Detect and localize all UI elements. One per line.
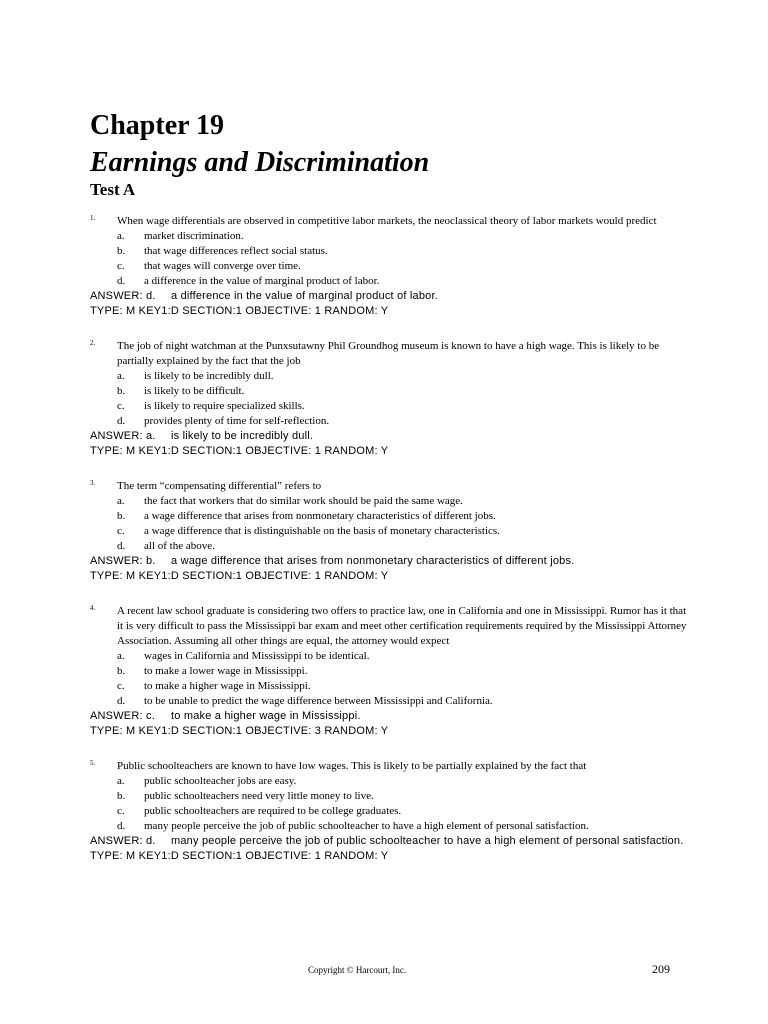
- option-b: b. a wage difference that arises from nonmonetary characteristics of different jobs.: [117, 510, 496, 522]
- option-b: b. to make a lower wage in Mississippi.: [117, 665, 308, 677]
- test-label: Test A: [90, 180, 136, 199]
- question-number: 3.: [90, 479, 96, 487]
- answer-line: ANSWER: a. is likely to be incredibly dull.: [90, 430, 314, 442]
- question-3: [90, 479, 690, 584]
- option-a: a. market discrimination.: [117, 230, 244, 242]
- option-b: b. public schoolteachers need very little money to live.: [117, 790, 374, 802]
- option-list: [90, 774, 690, 834]
- option-d: d. to be unable to predict the wage difference between Mississippi and California.: [117, 695, 493, 707]
- question-meta: TYPE: M KEY1:D SECTION:1 OBJECTIVE: 1 RANDOM: Y: [90, 305, 389, 317]
- chapter-number: Chapter 19: [90, 110, 225, 141]
- question-text: The term “compensating differential” refers to: [117, 480, 322, 492]
- question-meta: TYPE: M KEY1:D SECTION:1 OBJECTIVE: 3 RANDOM: Y: [90, 725, 389, 737]
- question-number: 1.: [90, 214, 96, 222]
- option-b: b. is likely to be difficult.: [117, 385, 245, 397]
- question-meta: TYPE: M KEY1:D SECTION:1 OBJECTIVE: 1 RANDOM: Y: [90, 570, 389, 582]
- option-a: a. is likely to be incredibly dull.: [117, 370, 274, 382]
- chapter-title: Earnings and Discrimination: [90, 147, 430, 178]
- option-c: c. that wages will converge over time.: [117, 260, 301, 272]
- option-d: d. a difference in the value of marginal product of labor.: [117, 275, 380, 287]
- answer-line: ANSWER: d. many people perceive the job of public schoolteacher to have a high element of personal satisfaction.: [90, 835, 684, 847]
- option-c: c. a wage difference that is distinguishable on the basis of monetary characteristics.: [117, 525, 500, 537]
- question-text: When wage differentials are observed in competitive labor markets, the neoclassical theory of labor markets would predict: [117, 215, 657, 227]
- question-2: [90, 339, 690, 459]
- option-list: [90, 494, 690, 554]
- option-c: c. to make a higher wage in Mississippi.: [117, 680, 311, 692]
- question-number: 4.: [90, 604, 96, 612]
- answer-line: ANSWER: b. a wage difference that arises from nonmonetary characteristics of different jobs.: [90, 555, 575, 567]
- copyright-notice: Copyright © Harcourt, Inc.: [308, 965, 407, 975]
- question-number: 5.: [90, 759, 96, 767]
- option-a: a. wages in California and Mississippi to be identical.: [117, 650, 370, 662]
- question-1: [90, 214, 690, 319]
- option-d: d. all of the above.: [117, 540, 215, 552]
- question-4: [90, 604, 690, 739]
- question-text: The job of night watchman at the Punxsutawny Phil Groundhog museum is known to have a high wage. This is likely to be partially explained by the fact that the job: [117, 340, 660, 367]
- option-list: [90, 649, 690, 709]
- question-meta: TYPE: M KEY1:D SECTION:1 OBJECTIVE: 1 RANDOM: Y: [90, 445, 389, 457]
- answer-line: ANSWER: d. a difference in the value of marginal product of labor.: [90, 290, 439, 302]
- question-text: A recent law school graduate is considering two offers to practice law, one in California and one in Mississippi. Rumor has it that it is very difficult to pass the Mississippi bar exam and meet other certification requirements required by the Mississippi Attorney Association. Assuming all other things are equal, the attorney would expect: [117, 605, 687, 647]
- page-number: 209: [652, 962, 670, 976]
- question-5: [90, 759, 690, 864]
- option-d: d. provides plenty of time for self-reflection.: [117, 415, 330, 427]
- option-list: [90, 229, 690, 289]
- option-list: [90, 369, 690, 429]
- question-text: Public schoolteachers are known to have low wages. This is likely to be partially explained by the fact that: [117, 760, 587, 772]
- question-meta: TYPE: M KEY1:D SECTION:1 OBJECTIVE: 1 RANDOM: Y: [90, 850, 389, 862]
- option-c: c. public schoolteachers are required to be college graduates.: [117, 805, 402, 817]
- option-c: c. is likely to require specialized skills.: [117, 400, 305, 412]
- option-a: a. public schoolteacher jobs are easy.: [117, 775, 297, 787]
- answer-line: ANSWER: c. to make a higher wage in Mississippi.: [90, 710, 361, 722]
- question-number: 2.: [90, 339, 96, 347]
- question-list: [90, 214, 690, 884]
- option-b: b. that wage differences reflect social status.: [117, 245, 328, 257]
- option-a: a. the fact that workers that do similar work should be paid the same wage.: [117, 495, 463, 507]
- option-d: d. many people perceive the job of public schoolteacher to have a high element of personal satisfaction.: [117, 820, 589, 832]
